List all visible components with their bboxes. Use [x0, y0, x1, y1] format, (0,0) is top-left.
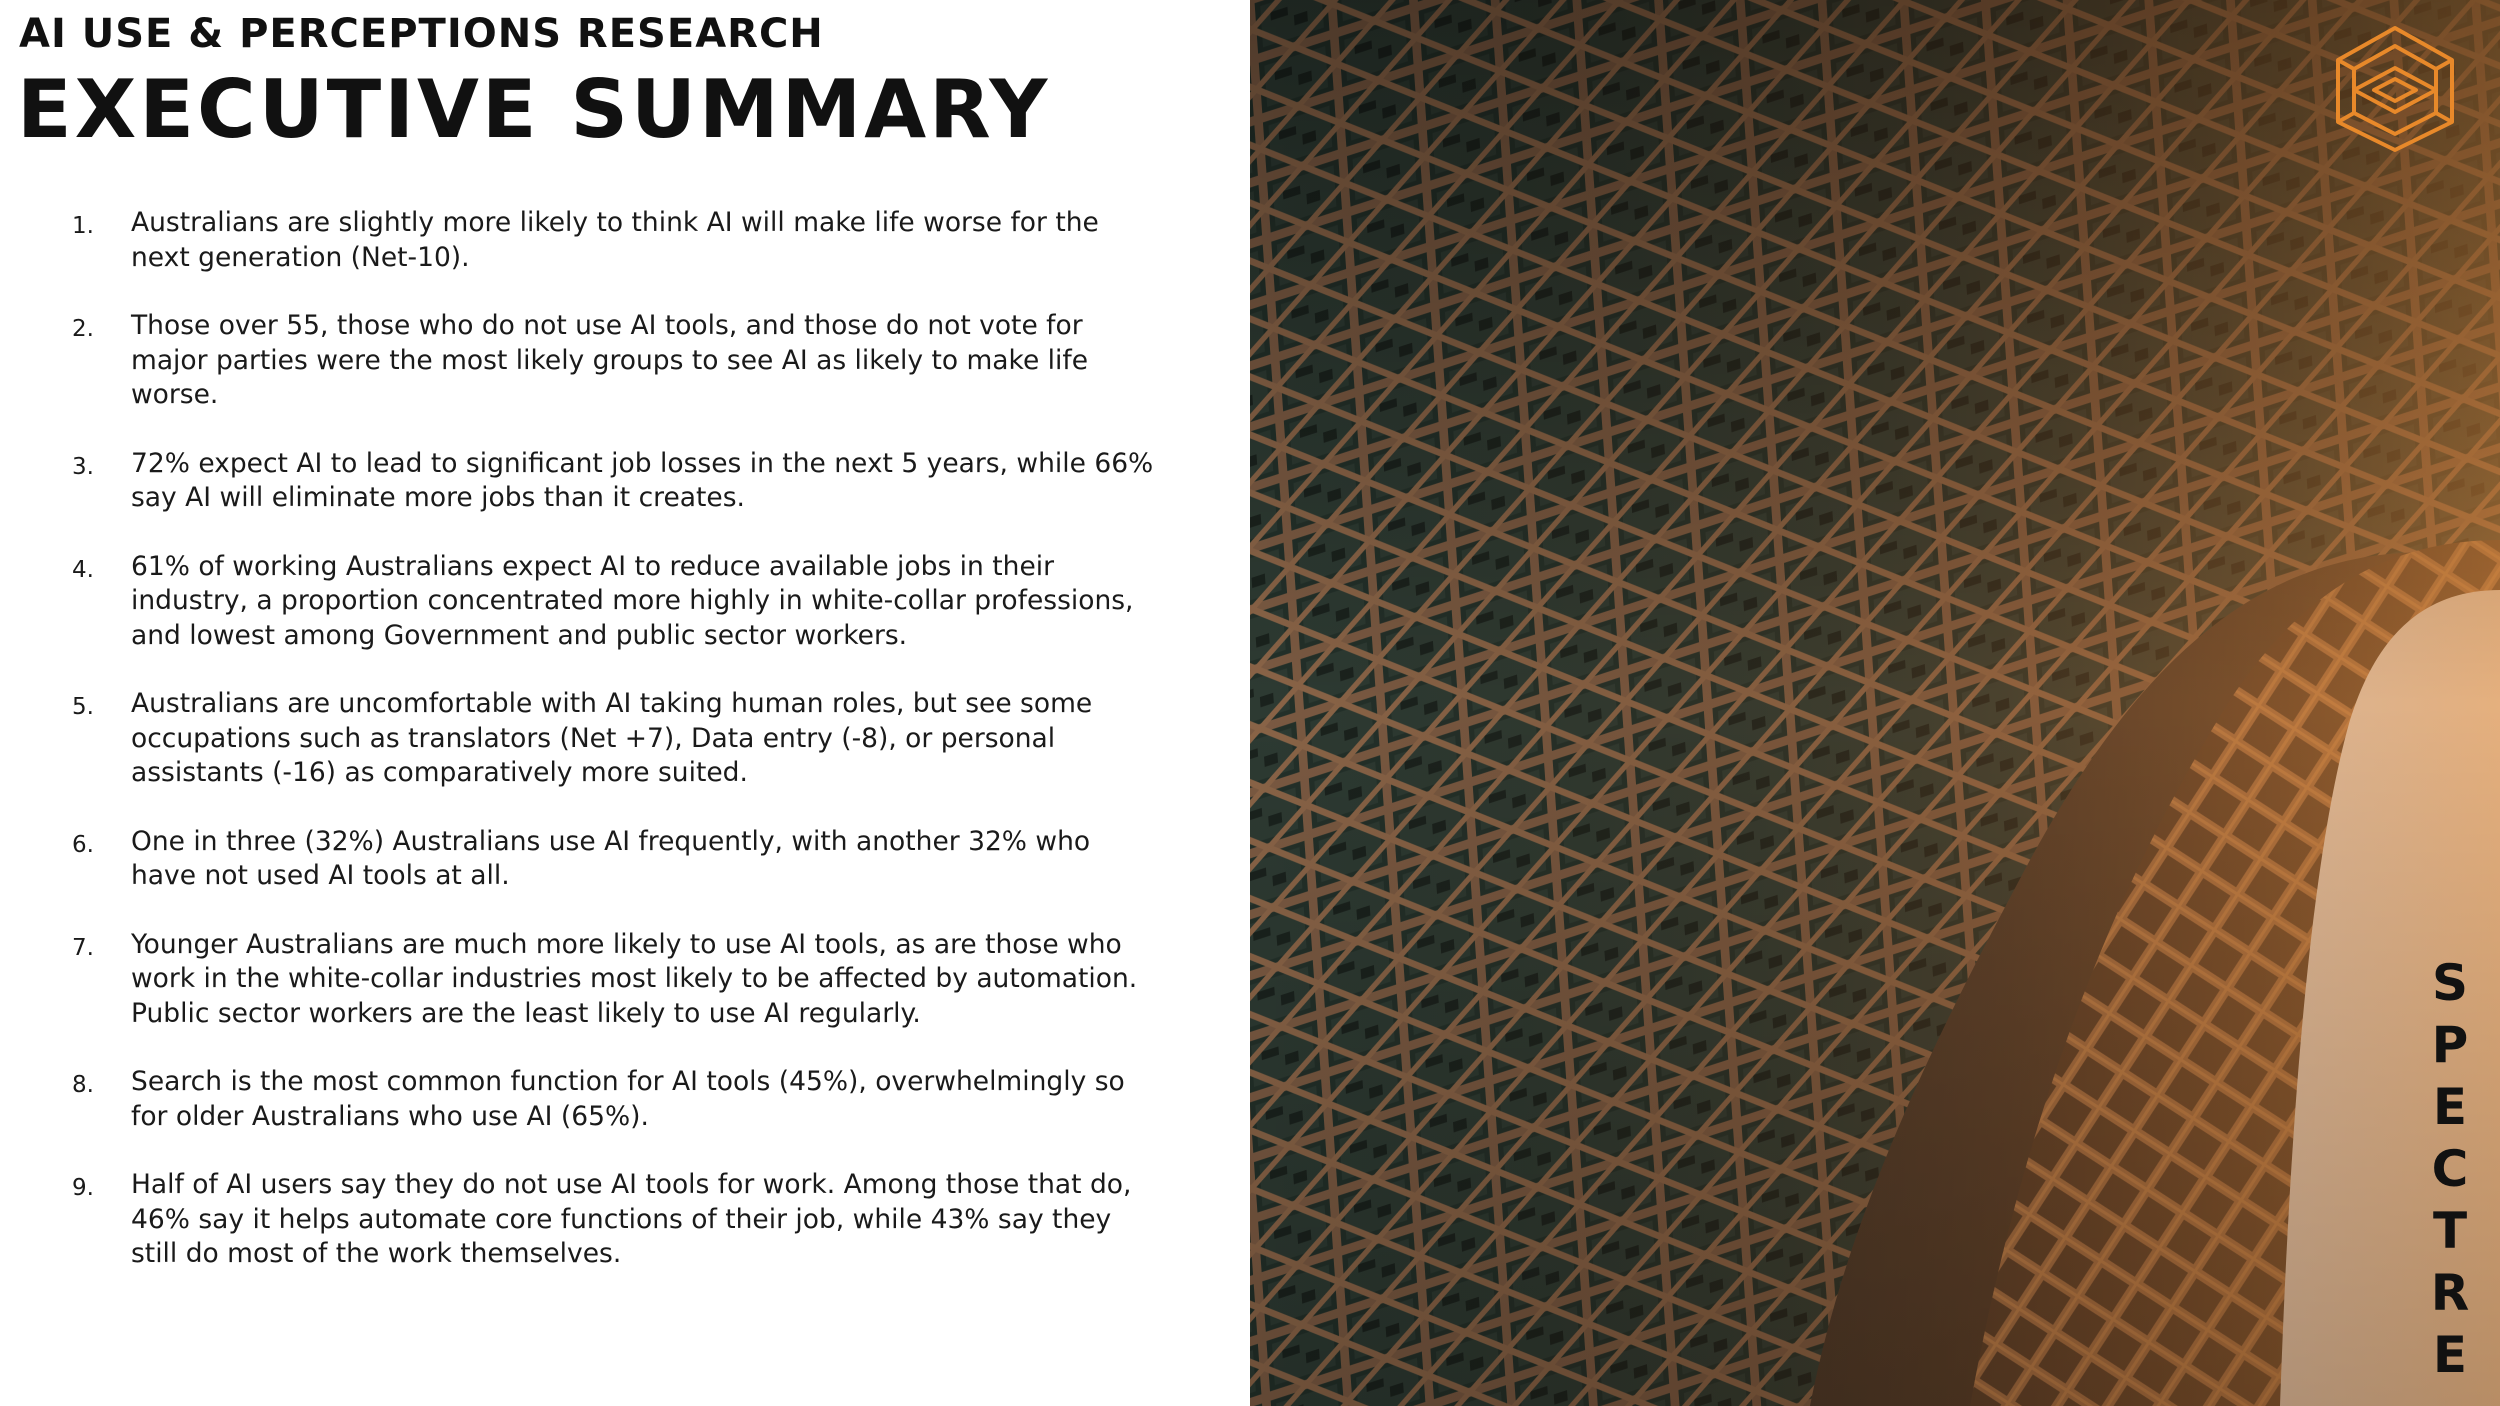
- summary-item: [0, 550, 1160, 654]
- summary-list: [0, 206, 1160, 1306]
- lattice-architecture-photo: [1250, 0, 2500, 1406]
- summary-item: [0, 1168, 1160, 1272]
- item-number: 8.: [72, 1072, 94, 1098]
- item-text: 72% expect AI to lead to significant job losses in the next 5 years, while 66% say AI will eliminate more jobs than it creates.: [131, 447, 1154, 513]
- brand-letter: E: [2432, 1326, 2468, 1384]
- summary-item: [0, 1065, 1160, 1134]
- item-number: 9.: [72, 1175, 94, 1201]
- item-text: Australians are uncomfortable with AI taking human roles, but see some occupations such as translators (Net +7), Data entry (-8), or personal assistants (-16) as comparatively more suited.: [131, 688, 1093, 788]
- item-text: Half of AI users say they do not use AI tools for work. Among those that do, 46% say it helps automate core functions of their job, while 43% say they still do most of the work themselves.: [131, 1169, 1132, 1269]
- brand-letter: T: [2432, 1202, 2468, 1260]
- item-number: 6.: [72, 831, 94, 858]
- report-eyebrow: AI USE & PERCEPTIONS RESEARCH: [19, 11, 824, 57]
- page-title: EXECUTIVE SUMMARY: [17, 63, 1051, 156]
- item-number: 2.: [72, 316, 94, 342]
- brand-letter: R: [2430, 1264, 2470, 1322]
- item-number: 7.: [72, 934, 94, 961]
- summary-item: [0, 928, 1160, 1032]
- item-number: 1.: [72, 213, 94, 239]
- brand-letter: S: [2431, 954, 2468, 1012]
- spectre-logo-icon: [2330, 24, 2460, 154]
- hero-image-panel: [1250, 0, 2500, 1406]
- brand-wordmark: [2418, 952, 2482, 1386]
- brand-letter: E: [2432, 1078, 2468, 1136]
- brand-letter: P: [2431, 1016, 2469, 1074]
- summary-item: [0, 825, 1160, 894]
- item-number: 4.: [72, 556, 94, 583]
- item-text: One in three (32%) Australians use AI frequently, with another 32% who have not used AI tools at all.: [131, 825, 1091, 891]
- summary-item: [0, 206, 1160, 275]
- item-text: Search is the most common function for AI tools (45%), overwhelmingly so for older Australians who use AI (65%).: [131, 1066, 1125, 1132]
- item-text: Australians are slightly more likely to think AI will make life worse for the next generation (Net-10).: [131, 207, 1099, 273]
- brand-letter: C: [2431, 1140, 2469, 1198]
- item-text: Those over 55, those who do not use AI tools, and those do not vote for major parties were the most likely groups to see AI as likely to make life worse.: [131, 310, 1089, 410]
- summary-item: [0, 687, 1160, 791]
- item-text: Younger Australians are much more likely to use AI tools, as are those who work in the white-collar industries most likely to be affected by automation. Public sector workers are the least likely to use AI regularly.: [131, 928, 1138, 1029]
- summary-item: [0, 309, 1160, 413]
- item-number: 3.: [72, 453, 94, 480]
- item-text: 61% of working Australians expect AI to reduce available jobs in their industry, a proportion concentrated more highly in white-collar professions, and lowest among Government and public sector workers.: [131, 550, 1134, 651]
- summary-item: [0, 447, 1160, 516]
- item-number: 5.: [72, 694, 94, 720]
